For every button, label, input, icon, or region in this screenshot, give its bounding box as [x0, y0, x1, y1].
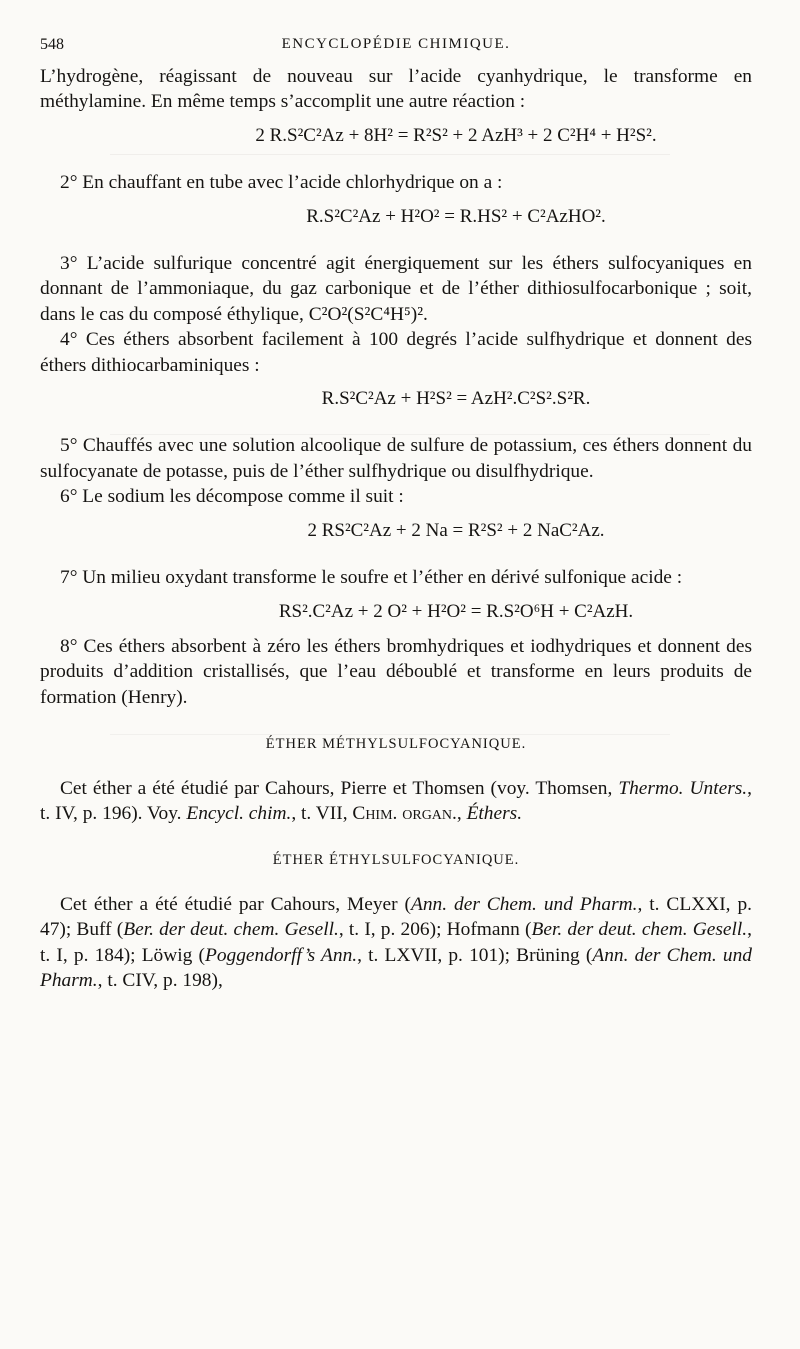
body-text: [40, 64, 752, 993]
formula: R.S²C²Az + H²S² = AzH².C²S².S²R.: [321, 388, 591, 410]
paragraph: 7° Un milieu oxydant transforme le soufre et l’éther en dérivé sulfonique acide :: [60, 567, 683, 589]
paragraph: 4° Ces éthers absorbent facilement à 100 degrés l’acide sulfhydrique et donnent des éthers dithiocarbaminiques :: [40, 329, 752, 376]
section-title: ÉTHER ÉTHYLSULFOCYANIQUE.: [272, 852, 520, 869]
paragraph: Cet éther a été étudié par Cahours, Pierre et Thomsen (voy. Thomsen, Thermo. Unters., t. IV, p. 196). Voy. Encycl. chim., t. VII, Chim. organ., Éthers.: [40, 777, 752, 824]
paragraph: 5° Chauffés avec une solution alcoolique de sulfure de potassium, ces éthers donnent du sulfocyanate de potasse, puis de l’éther sulfhydrique ou disulfhydrique.: [40, 435, 752, 482]
paragraph: 3° L’acide sulfurique concentré agit énergiquement sur les éthers sulfocyaniques en donnant de l’ammoniaque, du gaz carbonique et de l’éther dithiosulfocarbonique ; soit, dans le cas du composé éthylique, C²O²(S²C⁴H⁵)².: [40, 253, 752, 325]
page-number: 548: [40, 36, 64, 53]
section-title: ÉTHER MÉTHYLSULFOCYANIQUE.: [265, 736, 527, 753]
paragraph: L’hydrogène, réagissant de nouveau sur l’acide cyanhydrique, le transforme en méthylamine. En même temps s’accomplit une autre réaction :: [40, 66, 752, 113]
formula: 2 R.S²C²Az + 8H² = R²S² + 2 AzH³ + 2 C²H⁴ + H²S².: [255, 124, 657, 146]
paragraph: Cet éther a été étudié par Cahours, Meyer (Ann. der Chem. und Pharm., t. CLXXI, p. 47); Buff (Ber. der deut. chem. Gesell., t. I, p. 206); Hofmann (Ber. der deut. chem. Gesell., t. I, p. 184); Löwig (Poggendorff’s Ann., t. LXVII, p. 101); Brüning (Ann. der Chem. und Pharm., t. CIV, p. 198),: [40, 893, 753, 991]
formula: 2 RS²C²Az + 2 Na = R²S² + 2 NaC²Az.: [307, 519, 605, 541]
paragraph: 8° Ces éthers absorbent à zéro les éthers bromhydriques et iodhydriques et donnent des produits d’addition cristallisés, que l’eau déboublé et transforme en leurs produits de formation (Henry).: [40, 635, 752, 708]
formula: R.S²C²Az + H²O² = R.HS² + C²AzHO².: [306, 205, 606, 227]
page-header: [40, 36, 752, 58]
paragraph: 6° Le sodium les décompose comme il suit :: [60, 486, 404, 508]
paragraph: 2° En chauffant en tube avec l’acide chlorhydrique on a :: [60, 172, 503, 194]
formula: RS².C²Az + 2 O² + H²O² = R.S²O⁶H + C²AzH.: [278, 600, 634, 622]
running-title: ENCYCLOPÉDIE CHIMIQUE.: [281, 36, 511, 52]
